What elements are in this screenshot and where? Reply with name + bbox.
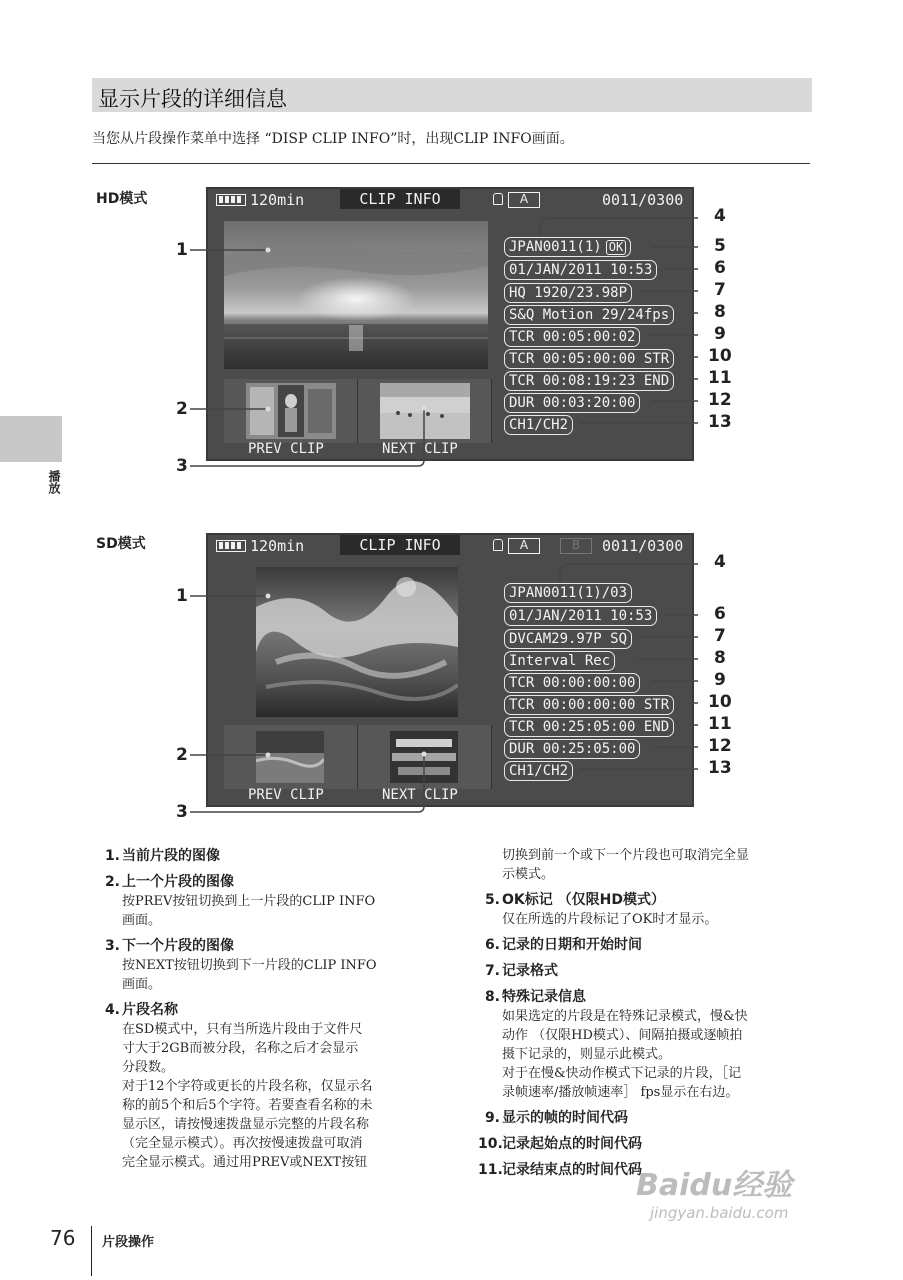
list-item-body-line: 画面。: [122, 977, 162, 992]
sd-special-record: Interval Rec: [504, 651, 615, 671]
list-item-title: 记录结束点的时间代码: [502, 1162, 642, 1178]
sd-callout-6: 6: [714, 604, 726, 624]
list-item-title: 当前片段的图像: [122, 848, 220, 864]
hd-slot-a-icon: A: [508, 192, 540, 208]
list-item-body-line: 分段数。: [122, 1060, 175, 1075]
sd-tcr-start: TCR 00:00:00:00 STR: [504, 695, 674, 715]
sd-battery-remaining: 120min: [250, 537, 305, 555]
sd-mode-label: SD模式: [96, 536, 146, 552]
item-4-continuation: [478, 846, 828, 884]
list-item-title: 片段名称: [122, 1002, 178, 1018]
list-item-body-line: （完全显示模式）。再次按慢速拨盘可取消: [122, 1136, 363, 1151]
footer-divider: [91, 1226, 92, 1276]
list-item-heading: [478, 988, 828, 1007]
section-title-bar: [92, 78, 812, 112]
list-item-number: 4.: [104, 1002, 120, 1018]
list-item-body-line: 称的前5个和后5个字符。若要查看名称的未: [122, 1098, 373, 1113]
sd-prev-clip-label: PREV CLIP: [248, 787, 324, 803]
header-divider: [92, 163, 810, 164]
list-item-number: 3.: [104, 938, 120, 954]
hd-callout-11: 11: [708, 368, 732, 388]
sd-callout-11: 11: [708, 714, 732, 734]
list-item-title: 记录起始点的时间代码: [502, 1136, 642, 1152]
hd-callout-8: 8: [714, 302, 726, 322]
list-item-heading: [98, 847, 448, 866]
hd-mode-label: HD模式: [96, 191, 148, 207]
list-item-body-line: 如果选定的片段是在特殊记录模式，慢&快: [502, 1009, 748, 1024]
hd-special-record: S&Q Motion 29/24fps: [504, 305, 674, 325]
list-item-body-line: 动作 （仅限HD模式）、间隔拍摄或逐帧拍: [502, 1028, 743, 1043]
list-item-title: 记录的日期和开始时间: [502, 937, 642, 953]
sd-callout-4: 4: [714, 552, 726, 572]
hd-callout-10: 10: [708, 346, 732, 366]
hd-callout-13: 13: [708, 412, 732, 432]
sd-callout-12: 12: [708, 736, 732, 756]
sd-callout-9: 9: [714, 670, 726, 690]
sd-callout-3: 3: [176, 802, 188, 822]
sd-duration: DUR 00:25:05:00: [504, 739, 640, 759]
sd-callout-7: 7: [714, 626, 726, 646]
sd-tcr-end: TCR 00:25:05:00 END: [504, 717, 674, 737]
hd-duration: DUR 00:03:20:00: [504, 393, 640, 413]
sd-clip-counter: 0011/0300: [602, 537, 684, 555]
list-item-number: 6.: [484, 937, 500, 953]
list-item-body-line: 摄下记录的，则显示此模式。: [502, 1047, 672, 1062]
list-item-body-line: 在SD模式中，只有当所选片段由于文件尺: [122, 1022, 363, 1037]
list-item-body-line: 切换到前一个或下一个片段也可取消完全显: [502, 848, 750, 863]
hd-ok-mark: OK: [606, 240, 626, 255]
list-item-body-line: 完全显示模式。通过用PREV或NEXT按钮: [122, 1155, 368, 1170]
hd-callout-4: 4: [714, 206, 726, 226]
sd-callout-13: 13: [708, 758, 732, 778]
sd-callout-2: 2: [176, 745, 188, 765]
hd-battery-remaining: 120min: [250, 191, 305, 209]
hd-tcr-start: TCR 00:05:00:00 STR: [504, 349, 674, 369]
section-title: 显示片段的详细信息: [98, 87, 287, 111]
list-item-body-line: 对于在慢&快动作模式下记录的片段，［记: [502, 1066, 742, 1081]
list-item-body-line: 对于12个字符或更长的片段名称，仅显示名: [122, 1079, 373, 1094]
list-item-heading: [98, 1001, 448, 1020]
list-item-number: 1.: [104, 848, 120, 864]
sd-record-date: 01/JAN/2011 10:53: [504, 606, 657, 626]
list-item-number: 8.: [484, 989, 500, 1005]
footer-section: 片段操作: [102, 1235, 155, 1250]
sd-screen-title: CLIP INFO: [340, 535, 460, 555]
list-item-heading: [478, 1135, 828, 1154]
list-item-body-line: 录帧速率/播放帧速率］ fps显示在右边。: [502, 1085, 739, 1100]
hd-prev-clip-label: PREV CLIP: [248, 441, 324, 457]
list-item-number: 10.: [478, 1136, 503, 1152]
list-item-number: 11.: [478, 1162, 503, 1178]
list-item-body-line: 寸大于2GB而被分段，名称之后才会显示: [122, 1041, 359, 1056]
list-item-title: 记录格式: [502, 963, 558, 979]
hd-clip-name-text: JPAN0011(1): [509, 239, 602, 255]
hd-clip-counter: 0011/0300: [602, 191, 684, 209]
list-item-title: 特殊记录信息: [502, 989, 586, 1005]
list-item-number: 9.: [484, 1110, 500, 1126]
list-item-number: 7.: [484, 963, 500, 979]
list-item-heading: [98, 937, 448, 956]
sd-callout-10: 10: [708, 692, 732, 712]
list-item-title: 上一个片段的图像: [122, 874, 234, 890]
hd-callout-3: 3: [176, 456, 188, 476]
list-item-title: OK标记 （仅限HD模式）: [502, 892, 665, 908]
hd-callout-9: 9: [714, 324, 726, 344]
list-item-heading: [478, 936, 828, 955]
hd-tcr: TCR 00:05:00:02: [504, 327, 640, 347]
hd-tcr-end: TCR 00:08:19:23 END: [504, 371, 674, 391]
watermark-url: jingyan.baidu.com: [650, 1204, 789, 1222]
sd-clip-name: JPAN0011(1)/03: [504, 583, 632, 603]
hd-callout-lines: [0, 180, 903, 480]
sd-callout-8: 8: [714, 648, 726, 668]
sd-slot-b-icon: B: [560, 538, 592, 554]
list-item-body-line: 按NEXT按钮切换到下一片段的CLIP INFO: [122, 958, 377, 973]
hd-next-clip-label: NEXT CLIP: [382, 441, 458, 457]
sd-slot-a-icon: A: [508, 538, 540, 554]
list-item-heading: [478, 1109, 828, 1128]
hd-callout-5: 5: [714, 236, 726, 256]
hd-record-date: 01/JAN/2011 10:53: [504, 260, 657, 280]
hd-callout-1: 1: [176, 240, 188, 260]
list-item-heading: [478, 962, 828, 981]
side-label: 播放: [47, 470, 61, 494]
description-left-column: [98, 840, 448, 1172]
hd-screen-title: CLIP INFO: [340, 189, 460, 209]
list-item-heading: [478, 891, 828, 910]
hd-callout-2: 2: [176, 399, 188, 419]
hd-callout-12: 12: [708, 390, 732, 410]
list-item-title: 下一个片段的图像: [122, 938, 234, 954]
list-item-heading: [98, 873, 448, 892]
page-number: 76: [50, 1226, 76, 1250]
list-item-title: 显示的帧的时间代码: [502, 1110, 628, 1126]
sd-tcr: TCR 00:00:00:00: [504, 673, 640, 693]
list-item-number: 2.: [104, 874, 120, 890]
list-item-body-line: 按PREV按钮切换到上一片段的CLIP INFO: [122, 894, 376, 909]
intro-text: 当您从片段操作菜单中选择 “DISP CLIP INFO”时，出现CLIP INFO画面。: [92, 131, 574, 147]
description-right-column: [478, 846, 828, 1180]
sd-callout-1: 1: [176, 586, 188, 606]
watermark-logo: Baidu经验: [636, 1168, 793, 1203]
sd-next-clip-label: NEXT CLIP: [382, 787, 458, 803]
sd-audio-channels: CH1/CH2: [504, 761, 573, 781]
sd-callout-lines: [0, 526, 903, 826]
hd-record-format: HQ 1920/23.98P: [504, 283, 632, 303]
list-item-body-line: 显示区，请按慢速拨盘显示完整的片段名称: [122, 1117, 370, 1132]
watermark: [636, 1160, 792, 1222]
hd-callout-6: 6: [714, 258, 726, 278]
list-item-number: 5.: [484, 892, 500, 908]
list-item-body-line: 画面。: [122, 913, 162, 928]
hd-audio-channels: CH1/CH2: [504, 415, 573, 435]
list-item-body-line: 示模式。: [502, 867, 555, 882]
sd-record-format: DVCAM29.97P SQ: [504, 629, 632, 649]
description-right-items: [478, 891, 828, 1180]
hd-callout-7: 7: [714, 280, 726, 300]
list-item-body-line: 仅在所选的片段标记了OK时才显示。: [502, 912, 718, 927]
